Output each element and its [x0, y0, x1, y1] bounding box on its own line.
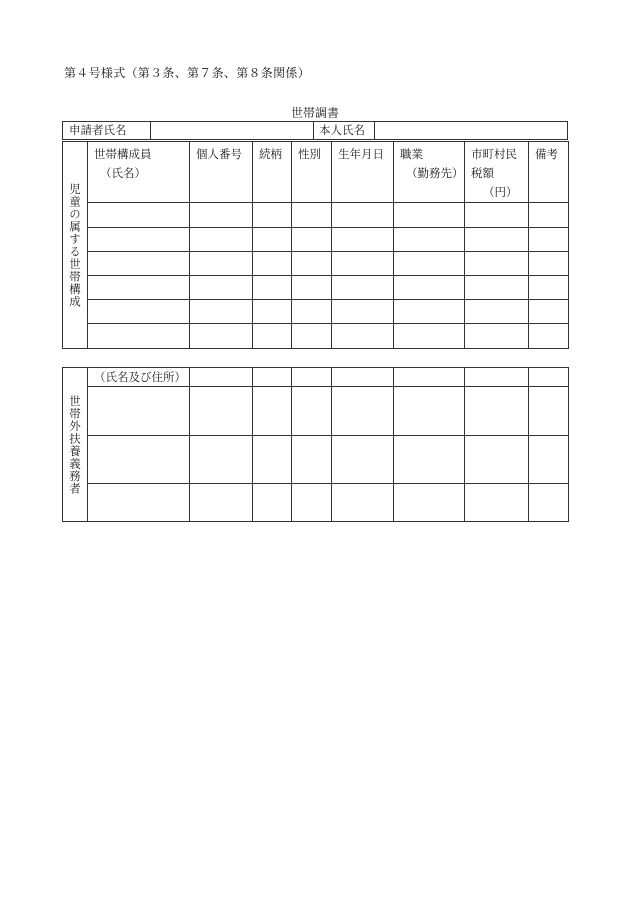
- cell[interactable]: [394, 436, 465, 484]
- header-tax-unit: （円）: [483, 185, 518, 199]
- cell-tax[interactable]: [465, 324, 529, 349]
- cell[interactable]: [253, 387, 292, 436]
- cell-member[interactable]: [88, 300, 190, 324]
- header-remarks: [529, 142, 569, 203]
- cell-birth[interactable]: [332, 252, 394, 276]
- cell-sex[interactable]: [292, 203, 332, 228]
- cell-birth[interactable]: [332, 276, 394, 300]
- cell-member[interactable]: [88, 252, 190, 276]
- cell-tax[interactable]: [465, 276, 529, 300]
- cell-member[interactable]: [88, 203, 190, 228]
- applicant-name-label: 申請者氏名: [69, 123, 127, 137]
- divider: [374, 122, 375, 139]
- header-tax: [465, 142, 529, 203]
- cell-sex[interactable]: [292, 252, 332, 276]
- cell-id-number[interactable]: [190, 252, 253, 276]
- cell-remarks[interactable]: [529, 300, 569, 324]
- household-row: [63, 276, 569, 300]
- outside-header-row: [63, 368, 569, 387]
- cell[interactable]: [190, 436, 253, 484]
- cell[interactable]: [529, 436, 569, 484]
- cell-occupation[interactable]: [394, 276, 465, 300]
- cell-name-address[interactable]: [88, 436, 190, 484]
- household-row: [63, 228, 569, 252]
- cell[interactable]: [190, 387, 253, 436]
- cell-remarks[interactable]: [529, 276, 569, 300]
- cell-relation[interactable]: [253, 228, 292, 252]
- divider: [150, 122, 151, 139]
- divider: [313, 122, 314, 139]
- cell-id-number[interactable]: [190, 324, 253, 349]
- header-occupation: [394, 142, 465, 203]
- header-member-label: 世帯構成員: [94, 147, 152, 161]
- cell-relation[interactable]: [253, 252, 292, 276]
- cell[interactable]: [529, 484, 569, 522]
- cell-tax[interactable]: [465, 252, 529, 276]
- cell-tax[interactable]: [465, 300, 529, 324]
- header-blank: [529, 368, 569, 387]
- cell-sex[interactable]: [292, 228, 332, 252]
- cell-id-number[interactable]: [190, 228, 253, 252]
- cell[interactable]: [332, 484, 394, 522]
- household-row: [63, 203, 569, 228]
- cell-member[interactable]: [88, 228, 190, 252]
- cell[interactable]: [529, 387, 569, 436]
- outside-row: [63, 387, 569, 436]
- cell-id-number[interactable]: [190, 276, 253, 300]
- cell-occupation[interactable]: [394, 300, 465, 324]
- cell[interactable]: [292, 484, 332, 522]
- cell-relation[interactable]: [253, 324, 292, 349]
- outside-row: [63, 436, 569, 484]
- header-member-sub: （氏名）: [100, 166, 146, 180]
- cell-remarks[interactable]: [529, 228, 569, 252]
- cell-birth[interactable]: [332, 324, 394, 349]
- outside-side-label: 世帯外扶養義務者: [68, 394, 82, 495]
- person-name-label: 本人氏名: [319, 123, 365, 137]
- header-blank: [465, 368, 529, 387]
- cell-sex[interactable]: [292, 276, 332, 300]
- cell-name-address[interactable]: [88, 484, 190, 522]
- cell[interactable]: [253, 484, 292, 522]
- cell-id-number[interactable]: [190, 203, 253, 228]
- cell-occupation[interactable]: [394, 228, 465, 252]
- cell[interactable]: [332, 436, 394, 484]
- cell[interactable]: [465, 436, 529, 484]
- cell-birth[interactable]: [332, 300, 394, 324]
- household-table: [62, 141, 569, 349]
- cell-tax[interactable]: [465, 203, 529, 228]
- document-title: 世帯調書: [290, 106, 339, 120]
- cell[interactable]: [465, 387, 529, 436]
- cell[interactable]: [332, 387, 394, 436]
- household-side-label: 児童の属する世帯構成: [68, 182, 82, 308]
- household-side-cell: [63, 142, 88, 349]
- header-id-number: [190, 142, 253, 203]
- header-relation: [253, 142, 292, 203]
- cell-sex[interactable]: [292, 300, 332, 324]
- cell-remarks[interactable]: [529, 324, 569, 349]
- cell-sex[interactable]: [292, 324, 332, 349]
- household-row: [63, 252, 569, 276]
- cell[interactable]: [190, 484, 253, 522]
- header-tax-sub: 税額: [471, 166, 494, 180]
- header-name-address: [88, 368, 190, 387]
- header-birth: [332, 142, 394, 203]
- cell-member[interactable]: [88, 276, 190, 300]
- cell-occupation[interactable]: [394, 252, 465, 276]
- cell[interactable]: [292, 436, 332, 484]
- cell[interactable]: [292, 387, 332, 436]
- header-blank: [394, 368, 465, 387]
- header-id-number-label: 個人番号: [196, 147, 242, 161]
- applicant-row: [62, 121, 568, 140]
- header-name-address-label: （氏名及び住所）: [94, 370, 186, 384]
- cell-birth[interactable]: [332, 228, 394, 252]
- cell-occupation[interactable]: [394, 324, 465, 349]
- cell-tax[interactable]: [465, 228, 529, 252]
- cell[interactable]: [253, 436, 292, 484]
- cell-remarks[interactable]: [529, 252, 569, 276]
- cell-occupation[interactable]: [394, 203, 465, 228]
- outside-side-cell: [63, 368, 88, 522]
- cell-remarks[interactable]: [529, 203, 569, 228]
- outside-row: [63, 484, 569, 522]
- person-name-field[interactable]: [379, 122, 564, 139]
- header-tax-label: 市町村民: [471, 147, 517, 161]
- header-birth-label: 生年月日: [338, 147, 384, 161]
- cell-relation[interactable]: [253, 300, 292, 324]
- cell-relation[interactable]: [253, 203, 292, 228]
- header-blank: [292, 368, 332, 387]
- header-blank: [253, 368, 292, 387]
- header-occupation-label: 職業: [400, 147, 423, 161]
- household-row: [63, 324, 569, 349]
- header-sex-label: 性別: [298, 147, 321, 161]
- header-sex: [292, 142, 332, 203]
- header-blank: [332, 368, 394, 387]
- household-header-row: [63, 142, 569, 203]
- applicant-name-field[interactable]: [155, 122, 305, 139]
- cell[interactable]: [394, 484, 465, 522]
- header-member: [88, 142, 190, 203]
- cell-birth[interactable]: [332, 203, 394, 228]
- cell-member[interactable]: [88, 324, 190, 349]
- header-remarks-label: 備考: [535, 147, 558, 161]
- cell-id-number[interactable]: [190, 300, 253, 324]
- cell[interactable]: [465, 484, 529, 522]
- header-occupation-sub: （勤務先）: [406, 166, 464, 180]
- outside-household-table: [62, 367, 569, 522]
- household-row: [63, 300, 569, 324]
- cell-name-address[interactable]: [88, 387, 190, 436]
- header-blank: [190, 368, 253, 387]
- cell-relation[interactable]: [253, 276, 292, 300]
- cell[interactable]: [394, 387, 465, 436]
- header-relation-label: 続柄: [259, 147, 282, 161]
- form-number: 第４号様式（第３条、第７条、第８条関係）: [64, 66, 311, 80]
